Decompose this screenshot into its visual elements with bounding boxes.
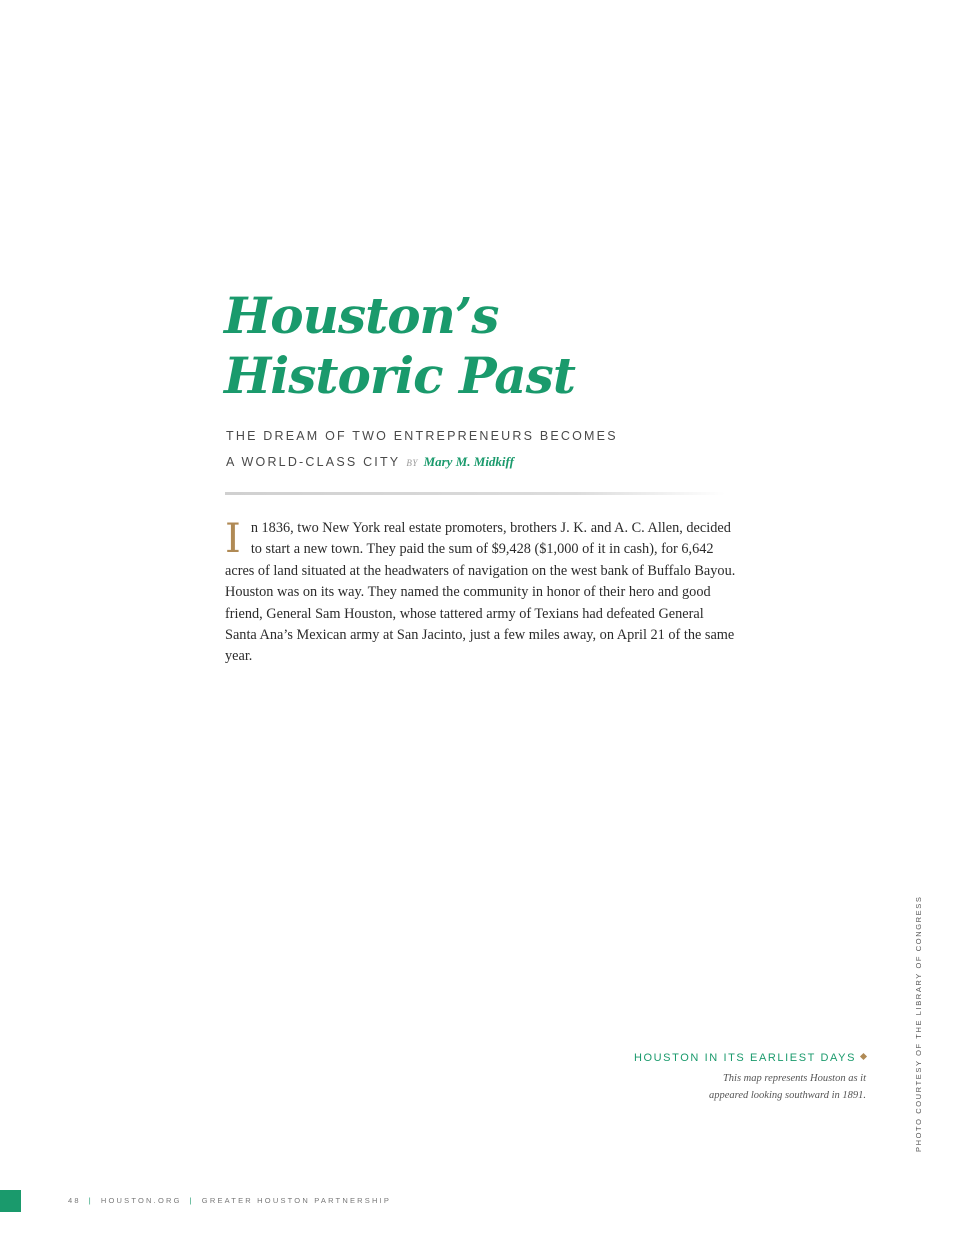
article-subtitle xyxy=(226,424,618,476)
title-line-1: Houston’s xyxy=(224,286,499,345)
subtitle-line-2 xyxy=(226,449,618,476)
footer-color-block xyxy=(0,1190,21,1212)
article-body xyxy=(225,518,737,668)
subtitle-line-1: THE DREAM OF TWO ENTREPRENEURS BECOMES xyxy=(226,429,618,443)
photo-credit: PHOTO COURTESY OF THE LIBRARY OF CONGRESS xyxy=(914,895,923,1152)
article-title xyxy=(224,286,575,406)
caption-line-2: appeared looking southward in 1891. xyxy=(708,1090,866,1101)
footer-separator: | xyxy=(88,1196,93,1205)
photo-caption xyxy=(634,1052,866,1104)
title-line-2: Historic Past xyxy=(224,346,575,405)
page-footer xyxy=(68,1196,391,1205)
page-number: 48 xyxy=(68,1196,81,1205)
diamond-icon xyxy=(860,1053,867,1060)
subtitle-line-2-text: A WORLD-CLASS CITY xyxy=(226,455,401,469)
footer-separator: | xyxy=(189,1196,194,1205)
byline-prefix: BY xyxy=(406,458,418,468)
caption-line-1: This map represents Houston as it xyxy=(722,1073,866,1084)
divider-rule xyxy=(225,492,725,495)
byline-author: Mary M. Midkiff xyxy=(423,454,514,469)
footer-publisher: GREATER HOUSTON PARTNERSHIP xyxy=(201,1196,392,1205)
footer-site-link[interactable]: HOUSTON.ORG xyxy=(100,1196,182,1205)
caption-title-row xyxy=(634,1052,866,1064)
drop-cap: I xyxy=(225,516,241,562)
caption-text xyxy=(634,1070,866,1104)
body-paragraph: n 1836, two New York real estate promoters, brothers J. K. and A. C. Allen, decided to start a new town. They paid the sum of $9,428 ($1,000 of it in cash), for 6,642 acres of land situated at the headwaters of navigation on the west bank of Buffalo Bayou. Houston was on its way. They named the community in honor of their hero and good friend, General Sam Houston, whose tattered army of Texians had defeated General Santa Ana’s Mexican army at San Jacinto, just a few miles away, on April 21 of the same year. xyxy=(225,520,736,665)
caption-title: HOUSTON IN ITS EARLIEST DAYS xyxy=(633,1052,856,1064)
